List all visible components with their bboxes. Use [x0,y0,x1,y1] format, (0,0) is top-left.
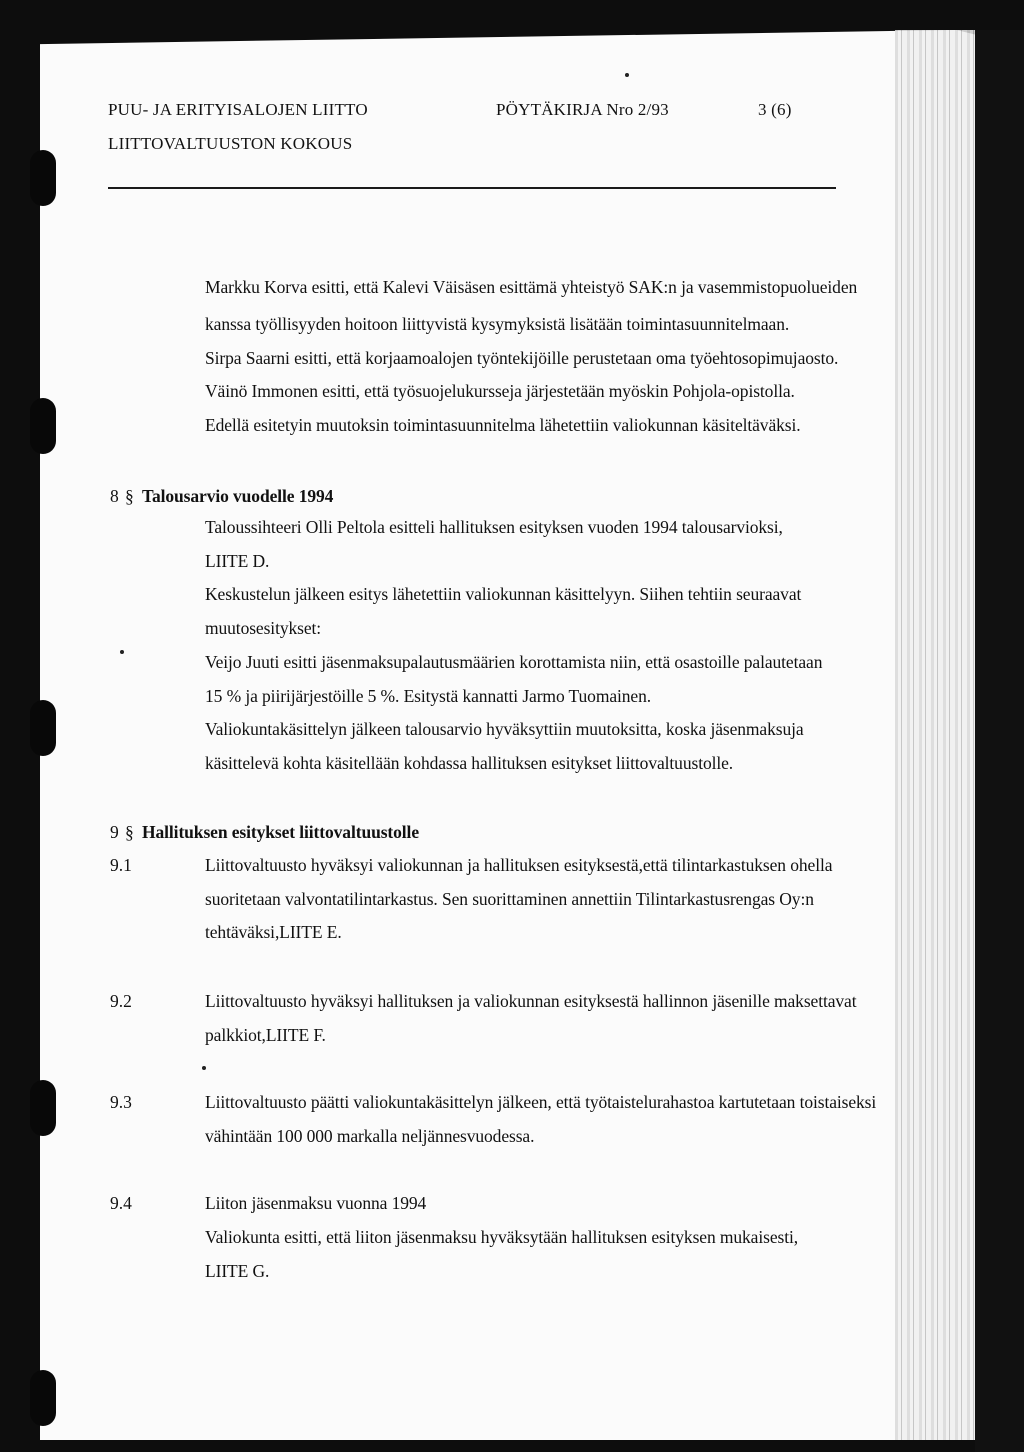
section-8-line: Veijo Juuti esitti jäsenmaksupalautusmäärien korottamista niin, että osastoille palautetaan [205,652,823,672]
item-line: Liiton jäsenmaksu vuonna 1994 [205,1193,427,1213]
punch-hole [30,398,56,454]
section-sign: § [125,486,134,506]
scan-speck [625,73,629,77]
punch-hole [30,1080,56,1136]
intro-line: Sirpa Saarni esitti, että korjaamoalojen työntekijöille perustetaan oma työehtosopimujaosto. [205,348,839,368]
item-line: Liittovaltuusto hyväksyi valiokunnan ja hallituksen esityksestä,että tilintarkastuksen ohella [205,855,833,875]
section-8-title: Talousarvio vuodelle 1994 [142,486,334,506]
item-line: Liittovaltuusto hyväksyi hallituksen ja valiokunnan esityksestä hallinnon jäsenille maksettavat [205,991,857,1011]
section-9-number: 9 [110,822,119,842]
item-line: palkkiot,LIITE F. [205,1025,326,1045]
item-line: vähintään 100 000 markalla neljännesvuodessa. [205,1126,535,1146]
scan-speck [120,650,124,654]
punch-hole [30,700,56,756]
header-rule [108,187,836,189]
section-8-line: muutosesitykset: [205,618,322,638]
document-number: PÖYTÄKIRJA Nro 2/93 [496,100,669,119]
section-8-line: Taloussihteeri Olli Peltola esitteli hallituksen esityksen vuoden 1994 talousarvioksi, [205,517,783,537]
section-8-line: Keskustelun jälkeen esitys lähetettiin valiokunnan käsittelyyn. Siihen tehtiin seuraavat [205,584,802,604]
section-9-title: Hallituksen esitykset liittovaltuustolle [142,822,419,842]
punch-hole [30,150,56,206]
org-name: PUU- JA ERITYISALOJEN LIITTO [108,100,368,119]
item-number: 9.1 [110,855,132,875]
item-line: Liittovaltuusto päätti valiokuntakäsittelyn jälkeen, että työtaistelurahastoa kartutetaan toistaiseksi [205,1092,877,1112]
punch-hole [30,1370,56,1426]
item-line: tehtäväksi,LIITE E. [205,922,342,942]
item-line: Valiokunta esitti, että liiton jäsenmaksu hyväksytään hallituksen esityksen mukaisesti, [205,1227,798,1247]
page-number: 3 (6) [758,100,792,119]
item-number: 9.4 [110,1193,132,1213]
item-number: 9.3 [110,1092,132,1112]
intro-line: Edellä esitetyin muutoksin toimintasuunnitelma lähetettiin valiokunnan käsiteltäväksi. [205,415,801,435]
scan-speck [202,1066,206,1070]
intro-line: kanssa työllisyyden hoitoon liittyvistä kysymyksistä lisätään toimintasuunnitelmaan. [205,314,790,334]
section-8-line: käsittelevä kohta käsitellään kohdassa hallituksen esitykset liittovaltuustolle. [205,753,734,773]
item-number: 9.2 [110,991,132,1011]
item-line: suoritetaan valvontatilintarkastus. Sen suorittaminen annettiin Tilintarkastusrengas Oy:n [205,889,814,909]
section-sign: § [125,822,134,842]
meeting-name: LIITTOVALTUUSTON KOKOUS [108,134,353,153]
section-8-line: 15 % ja piirijärjestöille 5 %. Esitystä kannatti Jarmo Tuomainen. [205,686,652,706]
section-8-line: Valiokuntakäsittelyn jälkeen talousarvio hyväksyttiin muutoksitta, koska jäsenmaksuja [205,719,804,739]
intro-line: Markku Korva esitti, että Kalevi Väisäsen esittämä yhteistyö SAK:n ja vasemmistopuolueiden [205,277,858,297]
intro-line: Väinö Immonen esitti, että työsuojelukursseja järjestetään myöskin Pohjola-opistolla. [205,381,795,401]
scanner-border [975,30,1024,1452]
section-8-line: LIITE D. [205,551,270,571]
section-8-number: 8 [110,486,119,506]
item-line: LIITE G. [205,1261,270,1281]
